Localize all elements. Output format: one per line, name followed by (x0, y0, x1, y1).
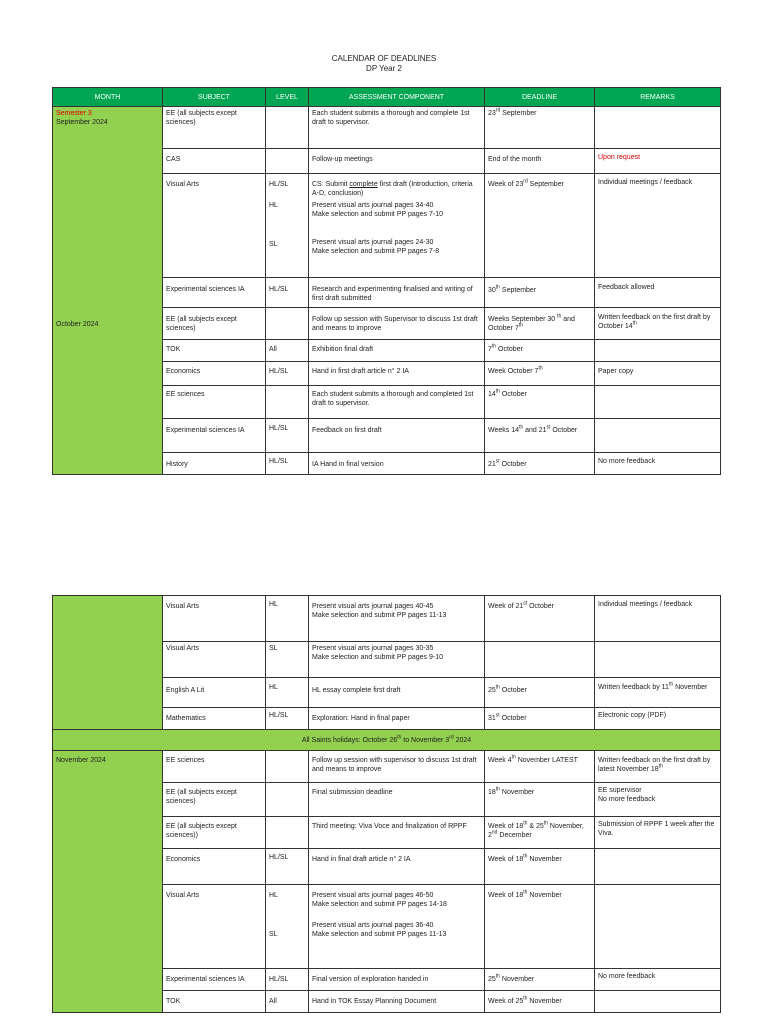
level-cell: HL/SL (266, 362, 309, 386)
deadline-cell: Week of 25th November (485, 991, 595, 1013)
deadline-cell: 14th October (485, 386, 595, 419)
table-row (53, 596, 721, 642)
component-text: Make selection and submit PP pages 9-10 (312, 654, 444, 661)
component-text: Make selection and submit PP pages 7-8 (312, 248, 440, 255)
deadlines-table-1 (52, 87, 721, 475)
component-text: Present visual arts journal pages 46-50 (312, 892, 434, 899)
level-cell: HL/SL (266, 708, 309, 730)
level-cell: HL/SL (266, 419, 309, 453)
component-cell: Final version of exploration handed in (309, 969, 485, 991)
spacer (312, 909, 481, 921)
semester-label: Semester 3 (56, 110, 92, 117)
remarks-cell: Upon request (595, 149, 721, 174)
component-cell: Exhibition final draft (309, 340, 485, 362)
level-cell (266, 149, 309, 174)
deadline-cell: Week of 18th November (485, 849, 595, 885)
subject-cell: Mathematics (163, 708, 266, 730)
subject-cell: Experimental sciences IA (163, 278, 266, 308)
subject-cell: Economics (163, 362, 266, 386)
deadline-cell: 25th October (485, 678, 595, 708)
subject-cell: TOK (163, 340, 266, 362)
component-cell: Hand in first draft article n° 2 IA (309, 362, 485, 386)
remarks-text: EE supervisor (598, 787, 642, 794)
subject-cell: EE (all subjects except sciences) (163, 783, 266, 817)
component-text: Make selection and submit PP pages 14-18 (312, 901, 447, 908)
month-cell-october (53, 278, 163, 475)
table-row (53, 278, 721, 308)
subject-cell: History (163, 453, 266, 475)
level-cell: All (266, 991, 309, 1013)
component-text: Make selection and submit PP pages 7-10 (312, 211, 444, 218)
deadline-cell: 25th November (485, 969, 595, 991)
remarks-cell (595, 386, 721, 419)
level-cell (266, 751, 309, 783)
remarks-cell: Paper copy (595, 362, 721, 386)
level-label: HL/SL (269, 181, 289, 188)
col-header-month: MONTH (53, 88, 163, 107)
component-cell: IA Hand in final version (309, 453, 485, 475)
component-cell (309, 642, 485, 678)
subject-cell: EE sciences (163, 386, 266, 419)
component-cell: Each student submits a thorough and completed 1st draft to supervisor. (309, 386, 485, 419)
deadline-cell: 31st October (485, 708, 595, 730)
document-title: CALENDAR OF DEADLINES (331, 54, 437, 63)
component-cell (309, 885, 485, 969)
deadline-cell: End of the month (485, 149, 595, 174)
deadline-cell (485, 642, 595, 678)
month-cell-november (53, 751, 163, 1013)
component-text: CS: Submit complete first draft (Introduction, criteria A-D, conclusion) (312, 181, 473, 197)
remarks-cell: Feedback allowed (595, 278, 721, 308)
month-label: September 2024 (56, 119, 108, 126)
deadlines-table-2 (52, 595, 721, 1013)
subject-cell: Visual Arts (163, 174, 266, 278)
remarks-cell (595, 340, 721, 362)
subject-cell: English A Lit (163, 678, 266, 708)
component-cell: Final submission deadline (309, 783, 485, 817)
remarks-cell (595, 885, 721, 969)
subject-cell: Visual Arts (163, 642, 266, 678)
remarks-cell (595, 849, 721, 885)
remarks-cell (595, 419, 721, 453)
subject-cell: EE sciences (163, 751, 266, 783)
deadline-cell: Week of 23rd September (485, 174, 595, 278)
level-cell: HL/SL (266, 453, 309, 475)
col-header-remarks: REMARKS (595, 88, 721, 107)
table-row (53, 107, 721, 149)
level-label: HL (269, 202, 278, 209)
deadline-cell: 18th November (485, 783, 595, 817)
level-cell: SL (266, 642, 309, 678)
component-cell: Follow up session with supervisor to discuss 1st draft and means to improve (309, 751, 485, 783)
remarks-cell (595, 107, 721, 149)
remarks-cell: Written feedback by 11th November (595, 678, 721, 708)
month-label: October 2024 (56, 320, 99, 328)
remarks-cell (595, 991, 721, 1013)
component-text: Present visual arts journal pages 40-45 (312, 603, 434, 610)
subject-cell: EE (all subjects except sciences) (163, 107, 266, 149)
level-label: HL (269, 892, 278, 899)
component-text: Present visual arts journal pages 24-30 (312, 239, 434, 246)
level-cell: HL/SL (266, 849, 309, 885)
document-subtitle: DP Year 2 (366, 64, 402, 73)
deadline-cell: Weeks 14th and 21st October (485, 419, 595, 453)
deadline-cell: 30th September (485, 278, 595, 308)
level-cell (266, 817, 309, 849)
deadline-cell: Week of 18th November (485, 885, 595, 969)
component-cell (309, 596, 485, 642)
level-cell: HL (266, 596, 309, 642)
component-text: Present visual arts journal pages 34-40 (312, 202, 434, 209)
level-cell: All (266, 340, 309, 362)
level-cell (266, 107, 309, 149)
remarks-cell: Written feedback on the first draft by October 14th (595, 308, 721, 340)
month-cell-october-cont (53, 596, 163, 730)
level-cell: HL/SL (266, 969, 309, 991)
level-cell (266, 783, 309, 817)
deadline-cell: Week of 18th & 25th November, 2nd December (485, 817, 595, 849)
subject-cell: Experimental sciences IA (163, 419, 266, 453)
month-cell-september (53, 107, 163, 278)
table-header-row (53, 88, 721, 107)
holiday-banner: All Saints holidays: October 26th to November 3rd 2024 (53, 730, 721, 751)
component-cell (309, 174, 485, 278)
remarks-cell: Written feedback on the first draft by latest November 18th (595, 751, 721, 783)
level-label: SL (269, 931, 278, 938)
subject-cell: CAS (163, 149, 266, 174)
component-text: Make selection and submit PP pages 11-13 (312, 931, 447, 938)
level-cell: HL (266, 678, 309, 708)
remarks-cell: No more feedback (595, 969, 721, 991)
level-cell: HL/SL (266, 278, 309, 308)
component-cell: Feedback on first draft (309, 419, 485, 453)
level-cell (266, 885, 309, 969)
level-cell (266, 308, 309, 340)
table-row (53, 751, 721, 783)
remarks-cell (595, 642, 721, 678)
deadline-cell: Week October 7th (485, 362, 595, 386)
deadline-cell: Week of 21st October (485, 596, 595, 642)
deadline-cell: 7th October (485, 340, 595, 362)
component-cell: Hand in final draft article n° 2 IA (309, 849, 485, 885)
holiday-row (53, 730, 721, 751)
remarks-cell: Individual meetings / feedback (595, 174, 721, 278)
component-text: Make selection and submit PP pages 11-13 (312, 612, 447, 619)
component-cell: Exploration: Hand in final paper (309, 708, 485, 730)
remarks-cell (595, 783, 721, 817)
remarks-cell: Electronic copy (PDF) (595, 708, 721, 730)
col-header-assessment: ASSESSMENT COMPONENT (309, 88, 485, 107)
subject-cell: Experimental sciences IA (163, 969, 266, 991)
component-cell: Hand in TOK Essay Planning Document (309, 991, 485, 1013)
subject-cell: Visual Arts (163, 596, 266, 642)
month-label: November 2024 (56, 757, 106, 764)
remarks-cell: Individual meetings / feedback (595, 596, 721, 642)
component-cell: Third meeting: Viva Voce and finalization of RPPF (309, 817, 485, 849)
subject-cell: EE (all subjects except sciences)) (163, 817, 266, 849)
col-header-subject: SUBJECT (163, 88, 266, 107)
component-cell: Research and experimenting finalised and writing of first draft submitted (309, 278, 485, 308)
level-cell (266, 174, 309, 278)
level-label: SL (269, 241, 278, 248)
component-cell: HL essay complete first draft (309, 678, 485, 708)
col-header-level: LEVEL (266, 88, 309, 107)
subject-cell: Economics (163, 849, 266, 885)
component-cell: Follow-up meetings (309, 149, 485, 174)
deadline-cell: Weeks September 30 $^{th}$ and October 7th (485, 308, 595, 340)
component-cell: Follow up session with Supervisor to discuss 1st draft and means to improve (309, 308, 485, 340)
component-cell: Each student submits a thorough and complete 1st draft to supervisor. (309, 107, 485, 149)
level-cell (266, 386, 309, 419)
subject-cell: TOK (163, 991, 266, 1013)
subject-cell: Visual Arts (163, 885, 266, 969)
subject-cell: EE (all subjects except sciences) (163, 308, 266, 340)
remarks-cell: No more feedback (595, 453, 721, 475)
remarks-text: No more feedback (598, 796, 656, 803)
component-text: Present visual arts journal pages 36-40 (312, 922, 434, 929)
col-header-deadline: DEADLINE (485, 88, 595, 107)
remarks-cell: Submission of RPPF 1 week after the Viva. (595, 817, 721, 849)
deadline-cell: 23rd September (485, 107, 595, 149)
deadline-cell: Week 4th November LATEST (485, 751, 595, 783)
deadline-cell: 21st October (485, 453, 595, 475)
component-text: Present visual arts journal pages 30-35 (312, 645, 434, 652)
